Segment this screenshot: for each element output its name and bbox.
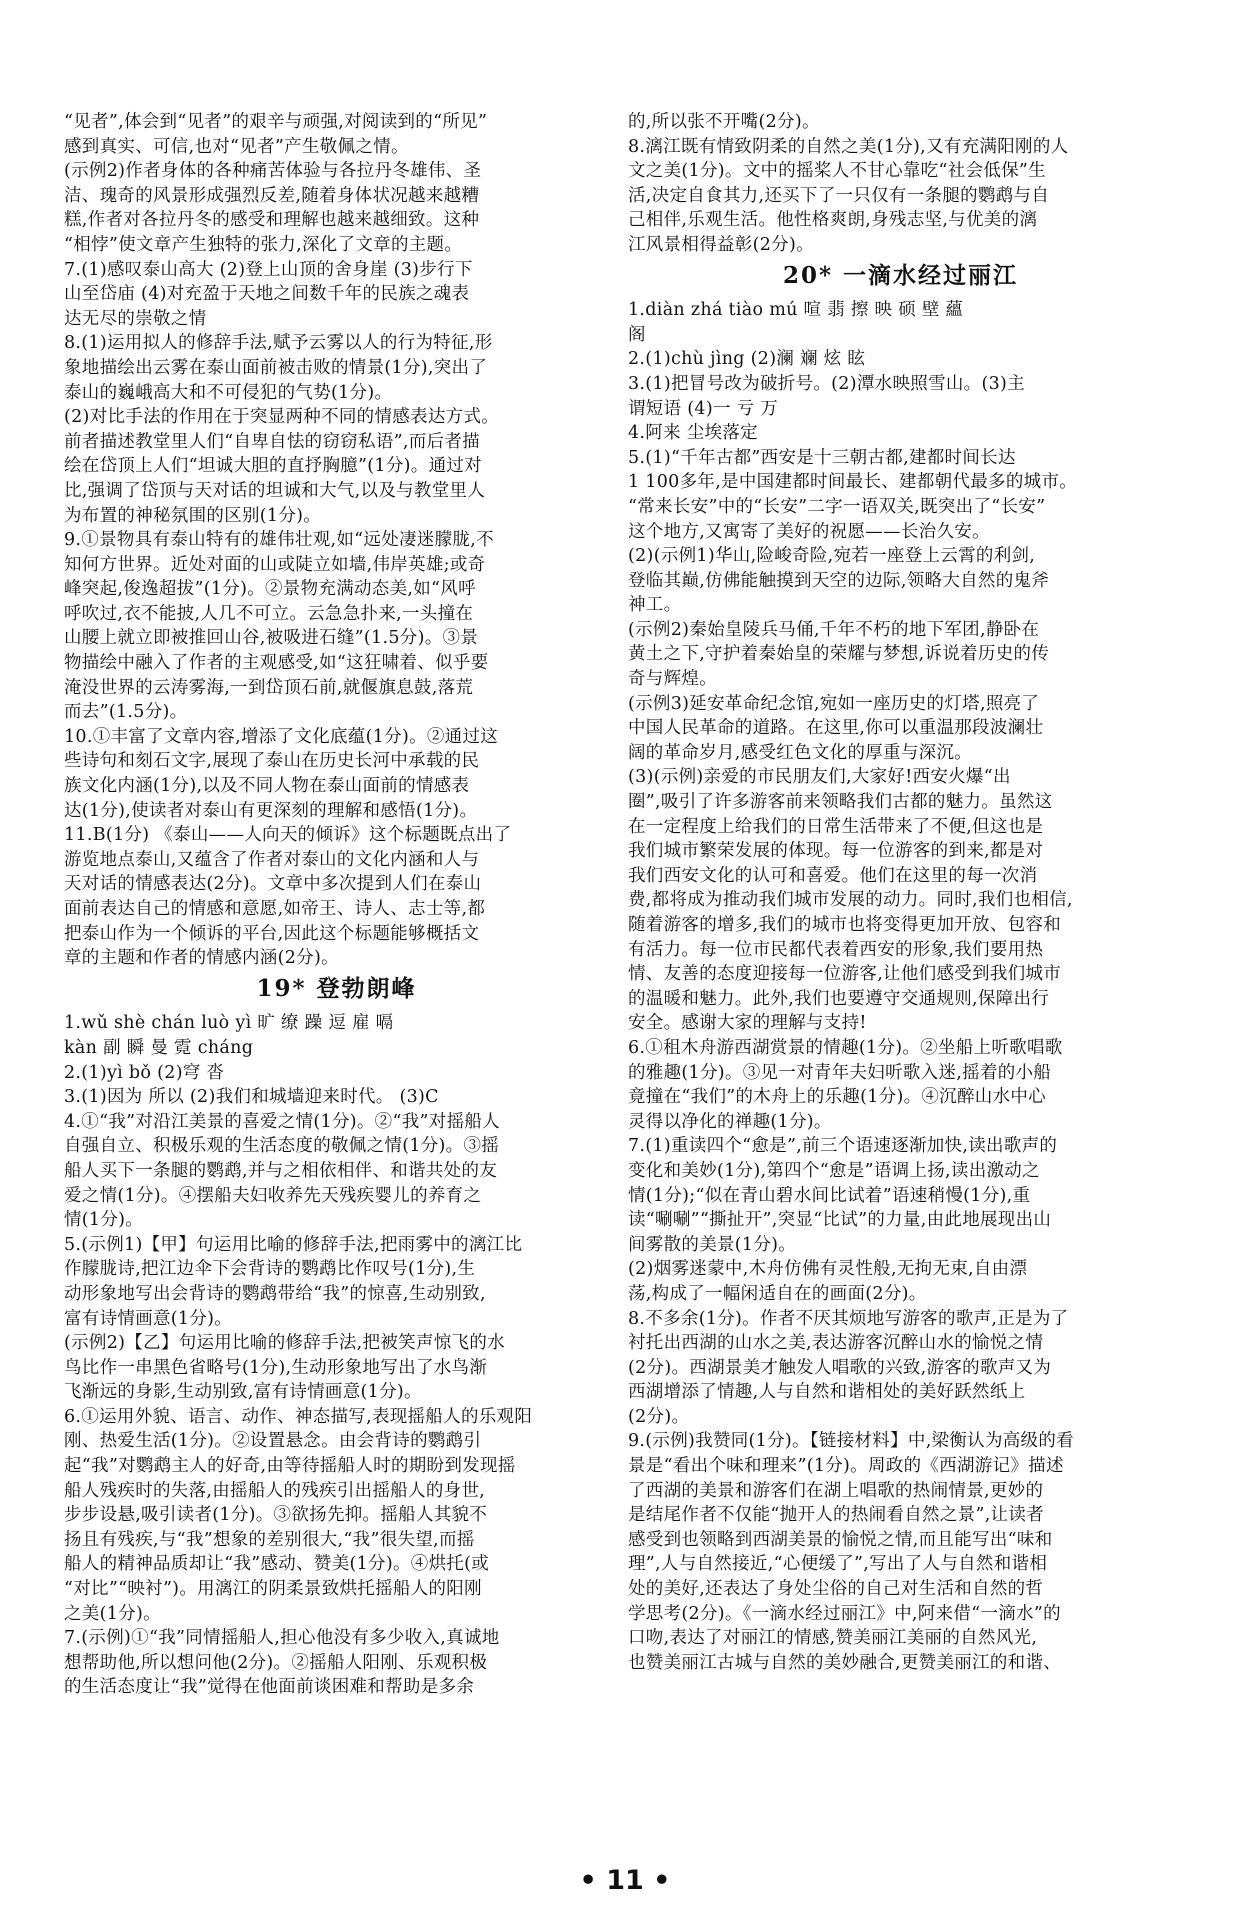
text-line: 绘在岱顶上人们“坦诚大胆的直抒胸臆”(1分)。通过对 xyxy=(64,456,482,477)
text-line: (示例2)秦始皇陵兵马俑,千年不朽的地下军团,静卧在 xyxy=(628,619,1040,640)
text-line: 己相伴,乐观生活。他性格爽朗,身残志坚,与优美的漓 xyxy=(628,210,1038,231)
text-line: 情(1分)。 xyxy=(64,1210,144,1231)
text-line: 飞渐远的身影,生动别致,富有诗情画意(1分)。 xyxy=(64,1382,422,1403)
text-line: 船人的精神品质却让“我”感动、赞美(1分)。④烘托(或 xyxy=(64,1554,490,1575)
text-line: (示例2)作者身体的各种痛苦体验与各拉丹冬雄伟、圣 xyxy=(64,161,482,182)
text-line: 鸟比作一串黑色省略号(1分),生动形象地写出了水鸟渐 xyxy=(64,1357,488,1378)
text-line: 7.(示例)①“我”同情摇船人,担心他没有多少收入,真诚地 xyxy=(64,1628,500,1649)
text-line: 的,所以张不开嘴(2分)。 xyxy=(628,112,820,132)
text-line: 7.(1)感叹泰山高大 (2)登上山顶的舍身崖 (3)步行下 xyxy=(64,259,473,280)
text-line: 族文化内涵(1分),以及不同人物在泰山面前的情感表 xyxy=(64,776,470,797)
text-line: 衬托出西湖的山水之美,表达游客沉醉山水的愉悦之情 xyxy=(628,1333,1044,1354)
text-line: 为布置的神秘氛围的区别(1分)。 xyxy=(64,505,322,526)
text-line: 想帮助他,所以想问他(2分)。②摇船人阳刚、乐观积极 xyxy=(64,1652,488,1673)
text-line: 而去”(1.5分)。 xyxy=(64,702,188,723)
text-line: 处的美好,还表达了身处尘俗的自己对生活和自然的哲 xyxy=(628,1579,1044,1600)
text-line: 9.(示例)我赞同(1分)。【链接材料】中,梁衡认为高级的看 xyxy=(628,1431,1074,1452)
text-line: 有活力。每一位市民都代表着西安的形象,我们要用热 xyxy=(628,939,1044,960)
text-line: (2分)。 xyxy=(628,1406,690,1427)
text-line: 船人残疾时的失落,由摇船人的残疾引出摇船人的身世, xyxy=(64,1480,486,1501)
text-line: 10.①丰富了文章内容,增添了文化底蕴(1分)。②通过这 xyxy=(64,726,499,747)
text-line: (2)对比手法的作用在于突显两种不同的情感表达方式。 xyxy=(64,407,500,428)
text-line: 面前表达自己的情感和意愿,如帝王、诗人、志士等,都 xyxy=(64,899,486,919)
text-line: 江风景相得益彰(2分)。 xyxy=(628,234,814,255)
text-line: 的雅趣(1分)。③见一对青年夫妇听歌入迷,摇着的小船 xyxy=(628,1062,1052,1083)
text-line: 8.(1)运用拟人的修辞手法,赋予云雾以人的行为特征,形 xyxy=(64,333,493,354)
text-line: 动形象地写出会背诗的鹦鹉带给“我”的惊喜,生动别致, xyxy=(64,1283,486,1304)
text-line: 也赞美丽江古城与自然的美妙融合,更赞美丽江的和谐、 xyxy=(628,1652,1062,1673)
text-line: 泰山的巍峨高大和不可侵犯的气势(1分)。 xyxy=(64,382,393,403)
text-line: 情(1分);“似在青山碧水间比试着”语速稍慢(1分),重 xyxy=(628,1185,1031,1206)
text-line: 象地描绘出云雾在泰山面前被击败的情景(1分),突出了 xyxy=(64,357,488,378)
text-line: 奇与辉煌。 xyxy=(628,669,717,690)
text-line: 8.漓江既有情致阴柔的自然之美(1分),又有充满阳刚的人 xyxy=(628,136,1069,157)
section-title: 19* 登勃朗峰 xyxy=(256,974,417,1002)
text-line: 间雾散的美景(1分)。 xyxy=(628,1234,797,1255)
text-line: 比,强调了岱顶与天对话的坦诚和大气,以及与教堂里人 xyxy=(64,480,486,501)
text-line: 峰突起,俊逸超拔”(1分)。②景物充满动态美,如“风呼 xyxy=(64,579,476,600)
left-column xyxy=(64,110,609,1700)
text-line: 4.阿来 尘埃落定 xyxy=(628,423,758,444)
text-line: 6.①运用外貌、语言、动作、神态描写,表现摇船人的乐观阳 xyxy=(64,1406,533,1427)
text-line: 8.不多余(1分)。作者不厌其烦地写游客的歌声,正是为了 xyxy=(628,1308,1069,1329)
text-line: 我们城市繁荣发展的体现。每一位游客的到来,都是对 xyxy=(628,841,1044,862)
text-line: 淹没世界的云涛雾海,一到岱顶石前,就偃旗息鼓,落荒 xyxy=(64,677,474,698)
text-line: 阁 xyxy=(628,324,646,345)
text-line: 这个地方,又寓寄了美好的祝愿——长治久安。 xyxy=(628,521,990,542)
text-line: 情、友善的态度迎接每一位游客,让他们感受到我们城市 xyxy=(628,964,1062,985)
text-line: 物描绘中融入了作者的主观感受,如“这狂啸着、似乎要 xyxy=(64,653,489,674)
text-line: 我们西安文化的认可和喜爱。他们在这里的每一次消 xyxy=(628,865,1038,886)
text-line: 了西湖的美景和游客们在湖上唱歌的热闹情景,更妙的 xyxy=(628,1480,1044,1501)
text-line: 1.wǔ shè chán luò yì 旷 缭 躁 逗 雇 嗝 xyxy=(64,1013,394,1034)
text-line: 阔的革命岁月,感受红色文化的厚重与深沉。 xyxy=(628,742,973,763)
text-line: “常来长安”中的“长安”二字一语双关,既突出了“长安” xyxy=(628,496,1046,517)
text-line: 山腰上就立即被推回山谷,被吸进石缝”(1.5分)。③景 xyxy=(64,628,479,649)
text-line: (2)(示例1)华山,险峻奇险,宛若一座登上云霄的利剑, xyxy=(628,546,1036,567)
text-line: 自强自立、积极乐观的生活态度的敬佩之情(1分)。③摇 xyxy=(64,1136,500,1157)
text-line: 3.(1)把冒号改为破折号。(2)潭水映照雪山。(3)主 xyxy=(628,373,1025,394)
text-line: (2)烟雾迷蒙中,木舟仿佛有灵性般,无拘无束,自由漂 xyxy=(628,1259,1028,1280)
text-line: 西湖增添了情趣,人与自然和谐相处的美好跃然纸上 xyxy=(628,1382,1026,1403)
text-line: “见者”,体会到“见者”的艰辛与顽强,对阅读到的“所见” xyxy=(64,112,488,132)
text-line: 天对话的情感表达(2分)。文章中多次提到人们在泰山 xyxy=(64,874,482,895)
right-column xyxy=(628,110,1173,1675)
text-line: 荡,构成了一幅闲适自在的画面(2分)。 xyxy=(628,1283,927,1304)
text-line: 黄土之下,守护着秦始皇的荣耀与梦想,诉说着历史的传 xyxy=(628,644,1050,665)
text-line: 感受到也领略到西湖美景的愉悦之情,而且能写出“味和 xyxy=(628,1529,1053,1550)
text-line: 景是“看出个味和理来”(1分)。周政的《西湖游记》描述 xyxy=(628,1456,1064,1477)
text-line: “对比”“映衬”)。用漓江的阴柔景致烘托摇船人的阳刚 xyxy=(64,1579,482,1600)
text-line: 1 100多年,是中国建都时间最长、建都朝代最多的城市。 xyxy=(628,472,1078,493)
text-line: (示例2)【乙】句运用比喻的修辞手法,把被笑声惊飞的水 xyxy=(64,1333,505,1354)
text-line: 2.(1)yì bǒ (2)穹 沓 xyxy=(64,1062,225,1083)
text-line: 3.(1)因为 所以 (2)我们和城墙迎来时代。 (3)C xyxy=(64,1087,439,1108)
text-line: 灵得以净化的禅趣(1分)。 xyxy=(628,1111,832,1132)
text-line: 之美(1分)。 xyxy=(64,1603,161,1624)
text-line: 作朦胧诗,把江边伞下会背诗的鹦鹉比作叹号(1分),生 xyxy=(64,1259,476,1280)
text-line: 学思考(2分)。《一滴水经过丽江》中,阿来借“一滴水”的 xyxy=(628,1603,1061,1624)
text-line: 达无尽的崇敬之情 xyxy=(64,308,207,329)
text-line: “相悖”使文章产生独特的张力,深化了文章的主题。 xyxy=(64,234,463,255)
text-line: (3)(示例)亲爱的市民朋友们,大家好!西安火爆“出 xyxy=(628,767,1011,788)
text-line: 1.diàn zhá tiào mú 喧 翡 擦 映 硕 壁 蘊 xyxy=(628,300,964,321)
text-line: 爱之情(1分)。④摆船夫妇收养先天残疾婴儿的养育之 xyxy=(64,1185,482,1206)
text-line: 2.(1)chù jìng (2)澜 斓 炫 眩 xyxy=(628,349,866,370)
section-title: 20* 一滴水经过丽江 xyxy=(782,261,1019,289)
text-line: 前者描述教堂里人们“自卑自怯的窃窃私语”,而后者描 xyxy=(64,431,480,452)
text-line: 登临其巅,仿佛能触摸到天空的边际,领略大自然的鬼斧 xyxy=(628,570,1050,591)
text-line: 的生活态度让“我”觉得在他面前谈困难和帮助是多余 xyxy=(64,1677,475,1698)
text-line: 章的主题和作者的情感内涵(2分)。 xyxy=(64,948,339,969)
text-line: (2分)。西湖景美才触发人唱歌的兴致,游客的歌声又为 xyxy=(628,1357,1052,1378)
text-line: 5.(示例1)【甲】句运用比喻的修辞手法,把雨雾中的漓江比 xyxy=(64,1234,523,1255)
text-line: 费,都将成为推动我们城市发展的动力。同时,我们也相信, xyxy=(628,890,1073,911)
text-line: 糕,作者对各拉丹冬的感受和理解也越来越细致。这种 xyxy=(64,210,480,231)
text-line: 的温暖和魅力。此外,我们也要遵守交通规则,保障出行 xyxy=(628,988,1050,1009)
text-line: 呼吹过,衣不能披,人几不可立。云急急扑来,一头撞在 xyxy=(64,603,474,624)
page-number: • 11 • xyxy=(579,1865,671,1896)
text-line: 达(1分),使读者对泰山有更深刻的理解和感悟(1分)。 xyxy=(64,800,478,821)
text-line: 安全。感谢大家的理解与支持! xyxy=(628,1013,867,1034)
text-line: 理”,人与自然接近,“心便缓了”,写出了人与自然和谐相 xyxy=(628,1554,1048,1575)
text-line: (示例3)延安革命纪念馆,宛如一座历史的灯塔,照亮了 xyxy=(628,693,1040,714)
text-line: 起“我”对鹦鹉主人的好奇,由等待摇船人时的期盼到发现摇 xyxy=(64,1456,516,1477)
text-line: 些诗句和刻石文字,展现了泰山在历史长河中承载的民 xyxy=(64,751,480,772)
text-line: 知何方世界。近处对面的山或陡立如墙,伟岸英雄;或奇 xyxy=(64,554,486,575)
text-line: 在一定程度上给我们的日常生活带来了不便,但这也是 xyxy=(628,816,1044,837)
text-line: 感到真实、可信,也对“见者”产生敬佩之情。 xyxy=(64,136,409,157)
text-line: 山至岱庙 (4)对充盈于天地之间数千年的民族之魂表 xyxy=(64,284,470,305)
text-line: 是结尾作者不仅能“抛开人的热闹看自然之景”,让读者 xyxy=(628,1505,1044,1526)
text-line: 神工。 xyxy=(628,595,682,616)
text-line: 富有诗情画意(1分)。 xyxy=(64,1308,233,1329)
text-line: 活,决定自食其力,还买下了一只仅有一条腿的鹦鹉与自 xyxy=(628,185,1050,206)
text-line: 5.(1)“千年古都”西安是十三朝古都,建都时间长达 xyxy=(628,447,1016,468)
text-line: 6.①租木舟游西湖赏景的情趣(1分)。②坐船上听歌唱歌 xyxy=(628,1037,1063,1058)
text-line: kàn 副 瞬 曼 霓 cháng xyxy=(64,1037,254,1058)
text-line: 读“唰唰”“撕扯开”,突显“比试”的力量,由此地展现出山 xyxy=(628,1210,1052,1231)
text-line: 步步设悬,吸引读者(1分)。③欲扬先抑。摇船人其貌不 xyxy=(64,1505,488,1526)
text-line: 竟撞在“我们”的木舟上的乐趣(1分)。④沉醉山水中心 xyxy=(628,1087,1046,1108)
text-line: 变化和美妙(1分),第四个“愈是”语调上扬,读出激动之 xyxy=(628,1160,1040,1181)
text-line: 11.B(1分) 《泰山——人向天的倾诉》这个标题既点出了 xyxy=(64,825,512,846)
text-line: 中国人民革命的道路。在这里,你可以重温那段波澜壮 xyxy=(628,718,1044,739)
text-line: 游览地点泰山,又蕴含了作者对泰山的文化内涵和人与 xyxy=(64,849,480,870)
text-line: 口吻,表达了对丽江的情感,赞美丽江美丽的自然风光, xyxy=(628,1628,1038,1649)
text-line: 刚、热爱生活(1分)。②设置悬念。由会背诗的鹦鹉引 xyxy=(64,1431,482,1452)
text-line: 船人买下一条腿的鹦鹉,并与之相依相伴、和谐共处的友 xyxy=(64,1160,498,1181)
text-line: 文之美(1分)。文中的摇桨人不甘心靠吃“社会低保”生 xyxy=(628,161,1046,182)
text-line: 谓短语 (4)一 亏 万 xyxy=(628,398,779,419)
text-line: 4.①“我”对沿江美景的喜爱之情(1分)。②“我”对摇船人 xyxy=(64,1111,500,1132)
text-line: 把泰山作为一个倾诉的平台,因此这个标题能够概括文 xyxy=(64,923,480,944)
text-line: 洁、瑰奇的风景形成强烈反差,随着身体状况越来越糟 xyxy=(64,185,480,206)
text-line: 9.①景物具有泰山特有的雄伟壮观,如“远处凄迷朦胧,不 xyxy=(64,530,494,551)
text-line: 随着游客的增多,我们的城市也将变得更加开放、包容和 xyxy=(628,915,1062,935)
text-line: 圈”,吸引了许多游客前来领略我们古都的魅力。虽然这 xyxy=(628,792,1053,813)
text-line: 扬且有残疾,与“我”想象的差别很大,“我”很失望,而摇 xyxy=(64,1529,475,1550)
text-line: 7.(1)重读四个“愈是”,前三个语速逐渐加快,读出歌声的 xyxy=(628,1136,1058,1157)
